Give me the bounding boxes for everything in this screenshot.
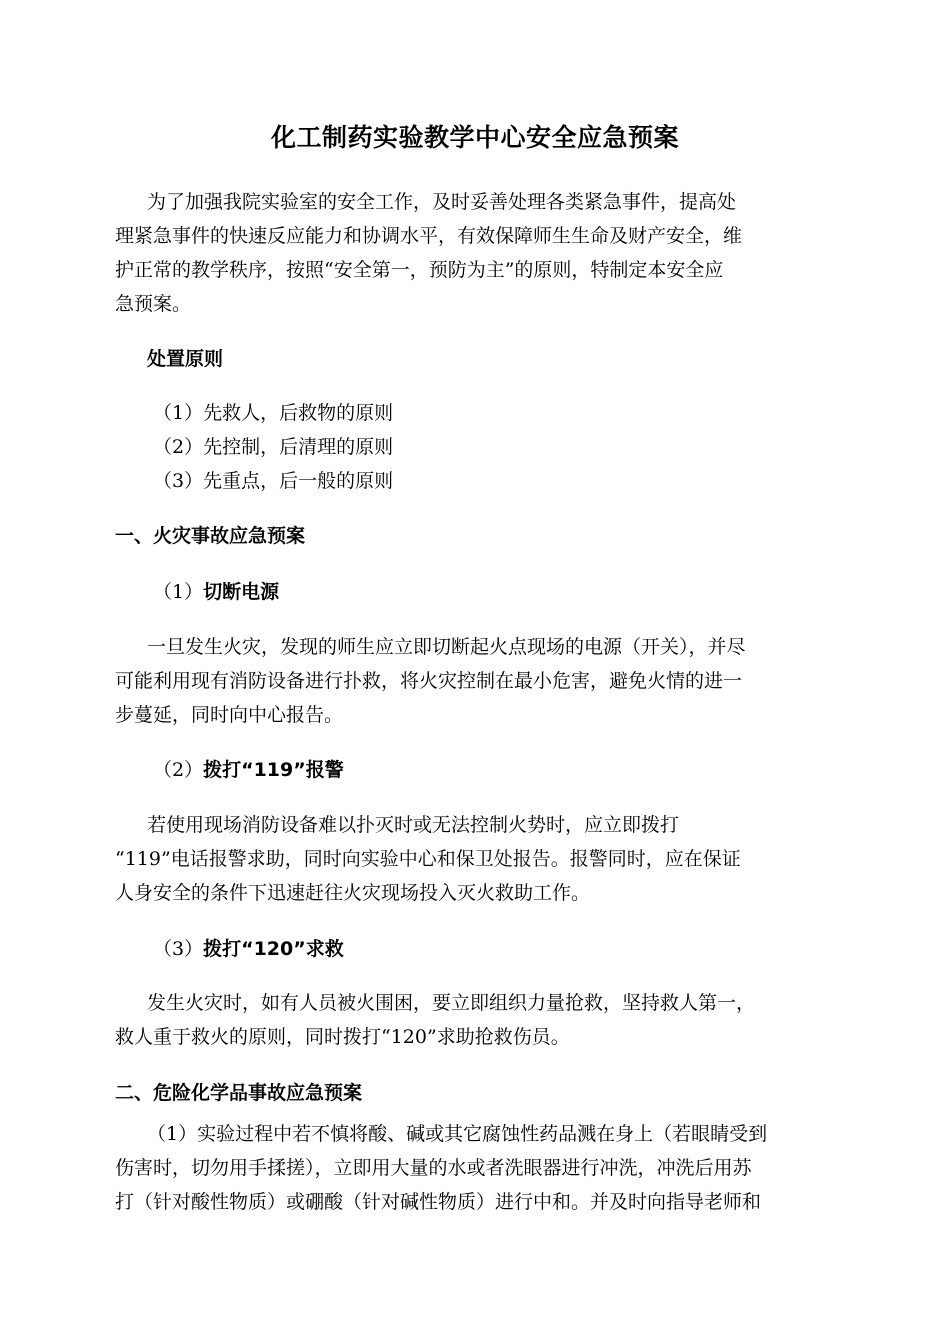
section2-heading: 二、危险化学品事故应急预案	[115, 1082, 363, 1104]
paragraph-line: 可能利用现有消防设备进行扑救，将火灾控制在最小危害，避免火情的进一	[115, 670, 743, 692]
section1-heading: 一、火灾事故应急预案	[115, 525, 306, 547]
paragraph-line: 发生火灾时，如有人员被火围困，要立即组织力量抢救，坚持救人第一，	[147, 992, 756, 1014]
paragraph-line: 人身安全的条件下迅速赶往火灾现场投入灭火救助工作。	[115, 882, 591, 904]
subsection-title: 拨打“119”报警	[203, 759, 344, 781]
subsection-heading	[153, 579, 279, 605]
paragraph-line: “119”电话报警求助，同时向实验中心和保卫处报告。报警同时，应在保证	[115, 848, 741, 870]
intro-line: 为了加强我院实验室的安全工作，及时妥善处理各类紧急事件，提高处	[147, 191, 737, 213]
subsection-number: （1）	[153, 581, 204, 603]
intro-line: 急预案。	[115, 293, 192, 315]
paragraph-line: 若使用现场消防设备难以扑灭时或无法控制火势时，应立即拨打	[147, 814, 680, 836]
paragraph-line: 一旦发生火灾，发现的师生应立即切断起火点现场的电源（开关），并尽	[147, 636, 746, 658]
paragraph-line: 伤害时，切勿用手揉搓），立即用大量的水或者洗眼器进行冲洗，冲洗后用苏	[115, 1157, 752, 1179]
subsection-heading	[153, 757, 344, 783]
subsection-number: （2）	[153, 759, 204, 781]
subsection-number: （3）	[153, 938, 204, 960]
intro-line: 护正常的教学秩序，按照“安全第一，预防为主”的原则，特制定本安全应	[115, 259, 724, 281]
subsection-heading	[153, 936, 344, 962]
paragraph-line: 步蔓延，同时向中心报告。	[115, 704, 344, 726]
principles-heading: 处置原则	[147, 348, 224, 370]
paragraph-line: （1）实验过程中若不慎将酸、碱或其它腐蚀性药品溅在身上（若眼睛受到	[147, 1123, 768, 1145]
subsection-title: 拨打“120”求救	[203, 938, 344, 960]
paragraph-line: 打（针对酸性物质）或硼酸（针对碱性物质）进行中和。并及时向指导老师和	[115, 1191, 762, 1213]
principle-item: （2）先控制，后清理的原则	[153, 436, 394, 458]
intro-line: 理紧急事件的快速反应能力和协调水平，有效保障师生生命及财产安全，维	[115, 225, 743, 247]
paragraph-line: 救人重于救火的原则，同时拨打“120”求助抢救伤员。	[115, 1026, 570, 1048]
document-title: 化工制药实验教学中心安全应急预案	[270, 123, 679, 152]
subsection-title: 切断电源	[203, 581, 280, 603]
principle-item: （1）先救人，后救物的原则	[153, 402, 394, 424]
principle-item: （3）先重点，后一般的原则	[153, 470, 394, 492]
